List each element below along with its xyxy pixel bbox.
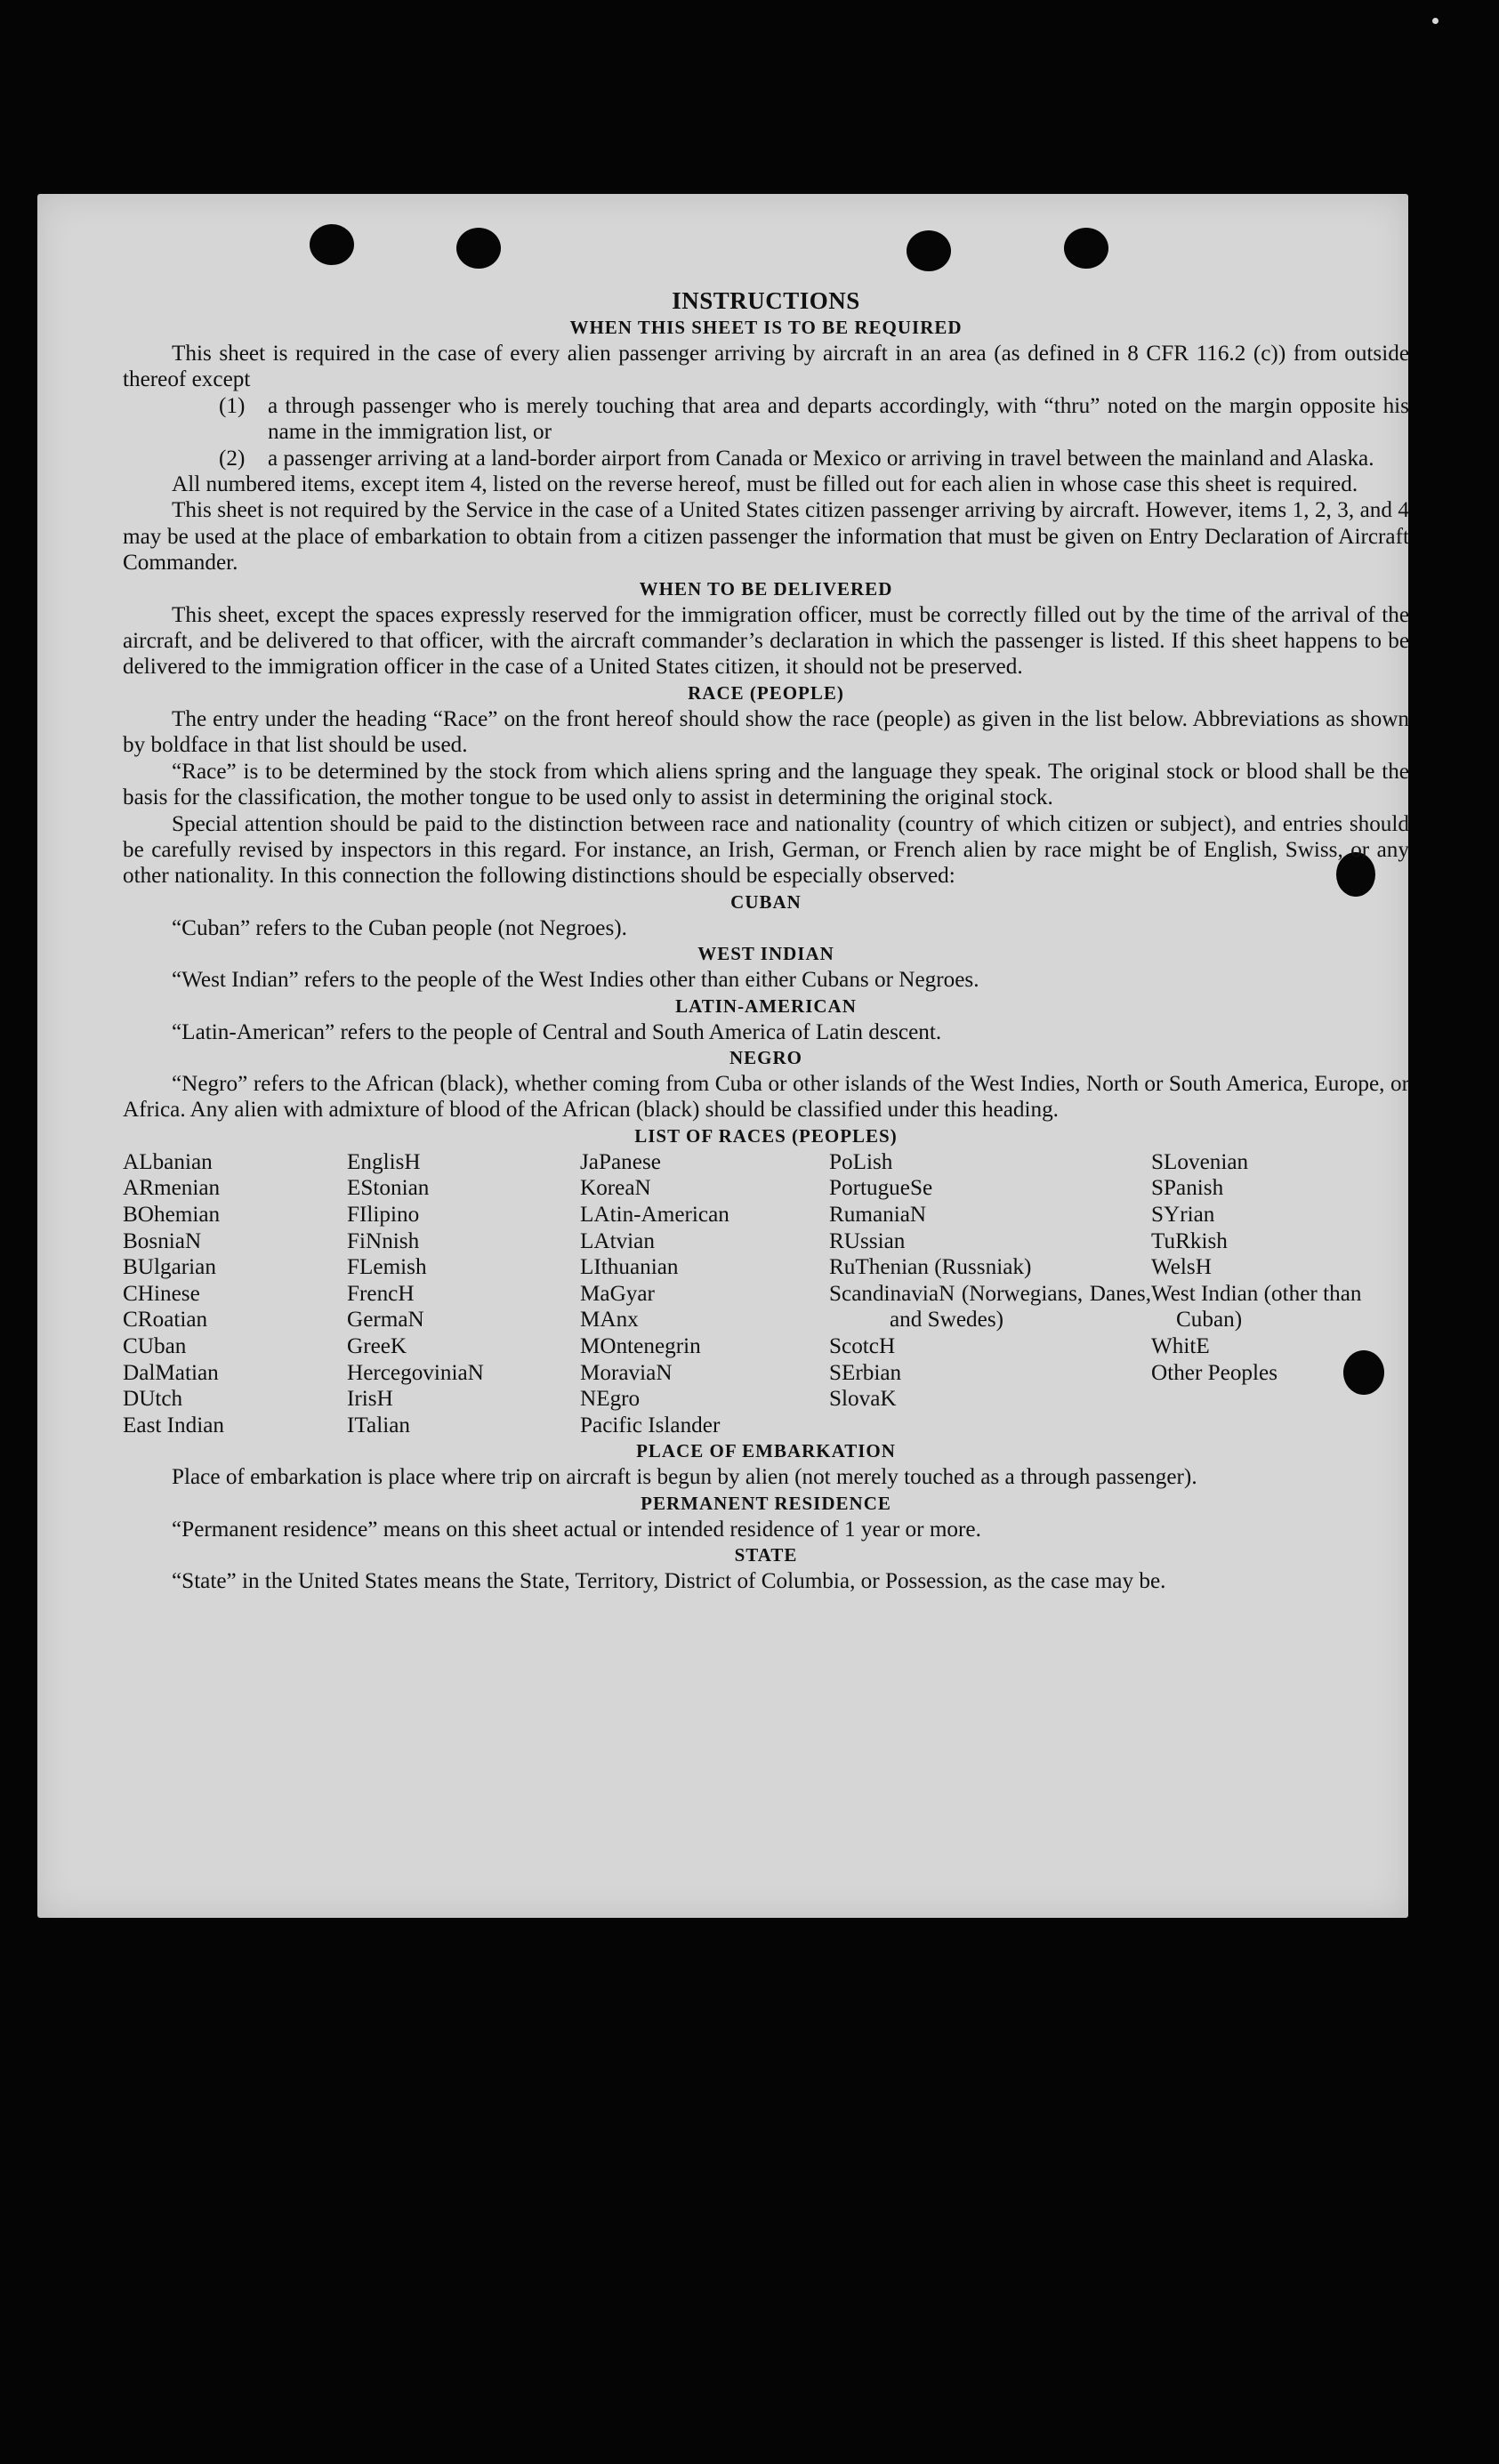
race-entry: SPanish	[1151, 1176, 1224, 1201]
race-entry: DalMatian	[123, 1360, 219, 1385]
race-entry: WelsH	[1151, 1255, 1212, 1280]
race-entry: LAtin-American	[580, 1202, 729, 1227]
residence-paragraph: “Permanent residence” means on this sheet actual or intended residence of 1 year or more.	[172, 1517, 981, 1542]
race-entry: PortugueSe	[829, 1176, 933, 1201]
races-list	[123, 1149, 1409, 1439]
race-entry: SErbian	[829, 1360, 902, 1385]
race-entry: BosniaN	[123, 1228, 202, 1253]
page-title: INSTRUCTIONS	[672, 287, 860, 314]
state-paragraph: “State” in the United States means the State, Territory, District of Columbia, or Possession, as the case may be.	[172, 1569, 1166, 1594]
race-entry: MaGyar	[580, 1281, 655, 1306]
race-entry: NEgro	[580, 1387, 641, 1412]
cuban-paragraph: “Cuban” refers to the Cuban people (not Negroes).	[172, 915, 627, 940]
exception-item-2	[219, 446, 1409, 471]
race-entry: ScotcH	[829, 1333, 896, 1358]
race-entry: DUtch	[123, 1387, 183, 1412]
race-entry: KoreaN	[580, 1176, 651, 1201]
race-entry: FrencH	[347, 1281, 415, 1306]
section-heading-race: RACE (PEOPLE)	[688, 681, 844, 704]
race-entry: HercegoviniaN	[347, 1360, 484, 1385]
race-entry: EStonian	[347, 1176, 430, 1201]
section-heading-delivered: WHEN TO BE DELIVERED	[639, 577, 893, 600]
race-entry: LAtvian	[580, 1228, 655, 1253]
punch-hole	[456, 228, 501, 269]
race-entry: MAnx	[580, 1308, 639, 1333]
race-entry: GermaN	[347, 1308, 424, 1333]
punch-hole	[310, 224, 354, 265]
race-entry: CRoatian	[123, 1308, 208, 1333]
race-entry: Other Peoples	[1151, 1360, 1277, 1385]
film-speck	[1432, 18, 1439, 24]
race-entry: WhitE	[1151, 1333, 1210, 1358]
race-entry: Pacific Islander	[580, 1413, 721, 1437]
punch-hole	[1064, 228, 1108, 269]
race-paragraph-1: The entry under the heading “Race” on the front hereof should show the race (people) as given in the list below. Abbreviations as shown by boldface in that list should be used.	[123, 706, 1409, 758]
race-entry: ScandinaviaN (Norwegians, Danes, and Swedes)	[829, 1281, 1151, 1333]
section-heading-required: WHEN THIS SHEET IS TO BE REQUIRED	[569, 317, 963, 338]
race-entry: CHinese	[123, 1281, 200, 1306]
race-entry: MOntenegrin	[580, 1333, 701, 1358]
section-heading-negro: NEGRO	[729, 1046, 802, 1068]
item-number: (2)	[219, 446, 246, 471]
race-entry: ITalian	[347, 1413, 410, 1437]
race-entry: FiNnish	[347, 1228, 420, 1253]
west-indian-paragraph: “West Indian” refers to the people of the West Indies other than either Cubans or Negroes.	[172, 968, 979, 993]
race-entry: IrisH	[347, 1387, 393, 1412]
exception-item-1	[219, 393, 1409, 446]
race-entry: East Indian	[123, 1413, 225, 1437]
race-entry: FIlipino	[347, 1202, 420, 1227]
race-entry: RUssian	[829, 1228, 906, 1253]
race-paragraph-2: “Race” is to be determined by the stock from which aliens spring and the language they speak. The original stock or blood shall be the basis for the classification, the mother tongue to be used only to assist in determining the original stock.	[123, 759, 1409, 810]
race-entry: MoraviaN	[580, 1360, 673, 1385]
item-text: a passenger arriving at a land-border airport from Canada or Mexico or arriving in travel between the mainland and Alaska.	[268, 446, 1374, 471]
race-entry: ARmenian	[123, 1176, 221, 1201]
race-entry: RumaniaN	[829, 1202, 927, 1227]
citizen-paragraph: This sheet is not required by the Service in the case of a United States citizen passenger arriving by aircraft. However, items 1, 2, 3, and 4 may be used at the place of embarkation to obtain from a citizen passenger the information that must be given on Entry Declaration of Aircraft Commander.	[123, 498, 1409, 576]
races-column-5	[1151, 1149, 1409, 1439]
punch-hole	[907, 230, 951, 271]
race-entry: West Indian (other than Cuban)	[1151, 1281, 1362, 1333]
race-entry: RuThenian (Russniak)	[829, 1255, 1032, 1280]
race-entry: CUban	[123, 1333, 187, 1358]
item-text: a through passenger who is merely touching that area and departs accordingly, with “thru” noted on the margin opposite his name in the immigration list, or	[268, 393, 1409, 445]
delivered-paragraph: This sheet, except the spaces expressly reserved for the immigration officer, must be correctly filled out by the time of the arrival of the aircraft, and be delivered to that officer, with the aircraft commander’s declaration in which the passenger is listed. If this sheet happens to be delivered to the immigration officer in the case of a United States citizen, it should not be preserved.	[123, 602, 1409, 680]
section-heading-cuban: CUBAN	[730, 890, 802, 913]
race-entry: PoLish	[829, 1149, 893, 1174]
section-heading-residence: PERMANENT RESIDENCE	[641, 1492, 891, 1514]
required-intro: This sheet is required in the case of every alien passenger arriving by aircraft in an area (as defined in 8 CFR 116.2 (c)) from outside thereof except	[123, 342, 1409, 392]
negro-paragraph: “Negro” refers to the African (black), whether coming from Cuba or other islands of the West Indies, North or South America, Europe, or Africa. Any alien with admixture of blood of the African (black) should be classified under this heading.	[123, 1071, 1409, 1123]
race-paragraph-3: Special attention should be paid to the distinction between race and nationality (country of which citizen or subject), and entries should be carefully revised by inspectors in this regard. For instance, an Irish, German, or French alien by race might be of English, Swiss, or any other nationality. In this connection the following distinctions should be especially observed:	[123, 811, 1409, 889]
latin-american-paragraph: “Latin-American” refers to the people of Central and South America of Latin descent.	[172, 1019, 942, 1044]
race-entry: SYrian	[1151, 1202, 1215, 1227]
races-list-heading: LIST OF RACES (PEOPLES)	[634, 1124, 898, 1147]
race-entry: FLemish	[347, 1255, 427, 1280]
section-heading-latin-american: LATIN-AMERICAN	[675, 994, 857, 1017]
embarkation-paragraph: Place of embarkation is place where trip on aircraft is begun by alien (not merely touched as a through passenger).	[172, 1465, 1197, 1490]
race-entry: SLovenian	[1151, 1149, 1249, 1174]
races-column-4	[829, 1149, 1151, 1439]
races-column-3	[580, 1149, 829, 1439]
races-column-2	[347, 1149, 580, 1439]
race-entry: LIthuanian	[580, 1255, 679, 1280]
race-entry: BOhemian	[123, 1202, 221, 1227]
race-entry: TuRkish	[1151, 1228, 1228, 1253]
section-heading-west-indian: WEST INDIAN	[697, 943, 834, 965]
race-entry: GreeK	[347, 1333, 407, 1358]
section-heading-embarkation: PLACE OF EMBARKATION	[636, 1440, 896, 1462]
instruction-sheet	[37, 194, 1408, 1918]
document-body	[123, 286, 1409, 1595]
item-number: (1)	[219, 393, 246, 418]
section-heading-state: STATE	[734, 1544, 798, 1566]
race-entry: SlovaK	[829, 1387, 897, 1412]
race-entry: EnglisH	[347, 1149, 421, 1174]
race-entry: ALbanian	[123, 1149, 213, 1174]
numbered-items-paragraph: All numbered items, except item 4, listed on the reverse hereof, must be filled out for each alien in whose case this sheet is required.	[172, 472, 1358, 497]
race-entry: JaPanese	[580, 1149, 661, 1174]
race-entry: BUlgarian	[123, 1255, 216, 1280]
races-column-1	[123, 1149, 347, 1439]
